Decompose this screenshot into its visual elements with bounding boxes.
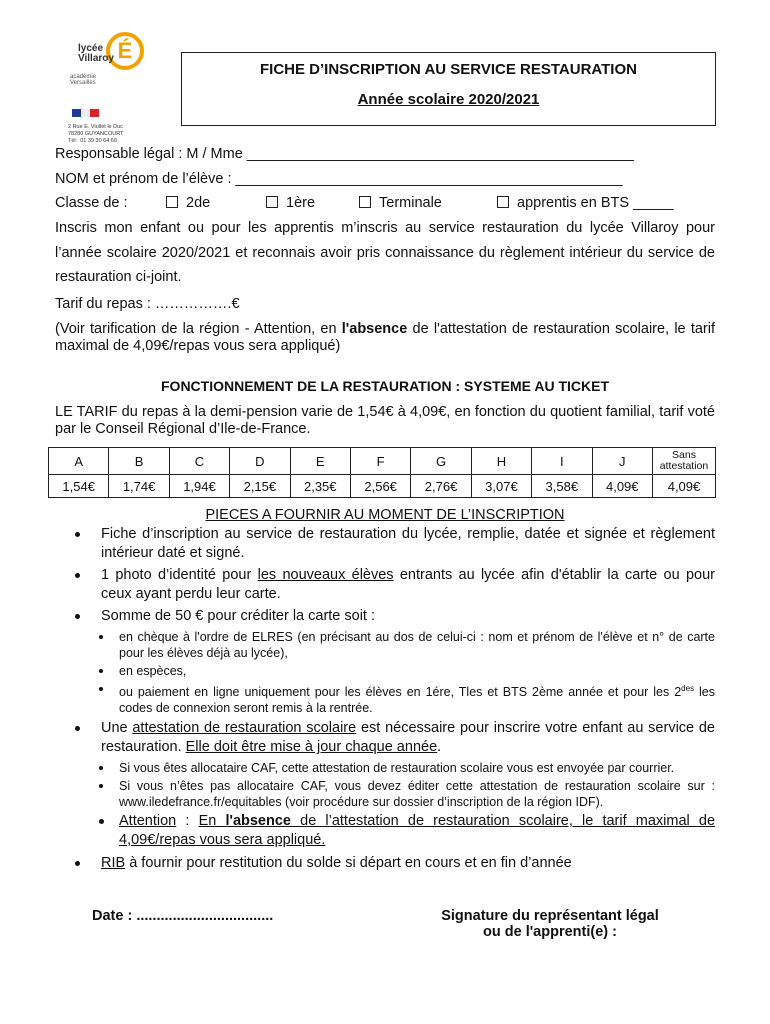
- checkbox-icon[interactable]: [166, 196, 178, 208]
- tarif-price: 1,94€: [169, 475, 229, 498]
- tarif-header: J: [592, 448, 652, 475]
- tarif-header: D: [230, 448, 290, 475]
- bullet-icon: [99, 819, 104, 824]
- bullet-icon: [99, 635, 103, 639]
- classe-label: Classe de :: [55, 195, 128, 211]
- list-item: ou paiement en ligne uniquement pour les élèves en 1ére, Tles et BTS 2ème année et pour les $2^{des}$ les codes de connexion seront remis à la rentrée.: [119, 681, 715, 716]
- bullet-icon: [75, 532, 80, 537]
- checkbox-1ere[interactable]: 1ère: [266, 195, 315, 211]
- list-item: Fiche d’inscription au service de restauration du lycée, remplie, datée et signée et règlement intérieur daté et signé.: [101, 525, 715, 563]
- pieces-list: [101, 525, 715, 873]
- bullet-icon: [75, 861, 80, 866]
- logo-academie: académie Versailles: [70, 74, 97, 86]
- school-year: Année scolaire 2020/2021: [357, 91, 540, 108]
- title-box: [181, 52, 716, 126]
- responsable-field[interactable]: Responsable légal : M / Mme ________________________________________________: [55, 146, 634, 162]
- checkbox-terminale[interactable]: Terminale: [359, 195, 442, 211]
- list-item: Une attestation de restauration scolaire est nécessaire pour inscrire votre enfant au service de restauration. Elle doit être mise à jour chaque année.: [101, 719, 715, 757]
- tarif-header: Sans attestation: [653, 448, 716, 475]
- tarif-header: A: [49, 448, 109, 475]
- checkbox-icon[interactable]: [359, 196, 371, 208]
- bullet-icon: [75, 614, 80, 619]
- logo-letter: É: [106, 32, 144, 70]
- tarif-price: 4,09€: [653, 475, 716, 498]
- list-item: Attention : En l'absence de l’attestation de restauration scolaire, le tarif maximal de 4,09€/repas vous sera appliqué.: [119, 812, 715, 850]
- tarif-price-row: [49, 475, 716, 498]
- page-title: FICHE D’INSCRIPTION AU SERVICE RESTAURATION: [260, 61, 637, 78]
- checkbox-bts[interactable]: apprentis en BTS _____: [497, 195, 673, 211]
- list-item: Si vous n’êtes pas allocataire CAF, vous devez éditer cette attestation de restauration scolaire sur : www.iledefrance.fr/equitables (voir procédure sur dossier d’inscription de la région IDF).: [119, 778, 715, 810]
- tarif-price: 4,09€: [592, 475, 652, 498]
- school-logo: [68, 24, 150, 144]
- list-item: en chèque à l'ordre de ELRES (en précisant au dos de celui-ci : nom et prénom de l'élève et n° de carte pour les élèves déjà au lycée),: [119, 629, 715, 661]
- tarif-header: B: [109, 448, 169, 475]
- bullet-icon: [99, 766, 103, 770]
- tarif-price: 2,76€: [411, 475, 471, 498]
- list-item: 1 photo d’identité pour les nouveaux élèves entrants au lycée afin d'établir la carte ou pour ceux ayant perdu leur carte.: [101, 566, 715, 604]
- tarif-header: I: [532, 448, 592, 475]
- pieces-title: PIECES A FOURNIR AU MOMENT DE L’INSCRIPTION: [205, 507, 565, 523]
- republic-flag-icon: [72, 104, 100, 112]
- tarif-header-row: [49, 448, 716, 475]
- tarif-price: 2,15€: [230, 475, 290, 498]
- fonctionnement-title: FONCTIONNEMENT DE LA RESTAURATION : SYSTEME AU TICKET: [161, 378, 609, 394]
- tarif-price: 3,07€: [471, 475, 531, 498]
- tarif-header: H: [471, 448, 531, 475]
- payment-sublist: [101, 629, 715, 716]
- date-field[interactable]: Date : ..................................: [92, 908, 274, 924]
- tarif-header: C: [169, 448, 229, 475]
- checkbox-icon[interactable]: [266, 196, 278, 208]
- tarif-field[interactable]: Tarif du repas : …………….€: [55, 296, 240, 312]
- school-address: 2 Rue E. Viollet le Duc 78280 GUYANCOURT Tél : 01 39 30 64 60: [68, 124, 124, 144]
- tarif-header: F: [350, 448, 410, 475]
- bullet-icon: [99, 687, 103, 691]
- tarif-price: 2,56€: [350, 475, 410, 498]
- fonctionnement-text: LE TARIF du repas à la demi-pension varie de 1,54€ à 4,09€, en fonction du quotient familial, tarif voté par le Conseil Régional d’Ile-de-France.: [55, 404, 715, 437]
- bullet-icon: [99, 784, 103, 788]
- bullet-icon: [99, 669, 103, 673]
- tarif-header: E: [290, 448, 350, 475]
- tarif-price: 2,35€: [290, 475, 350, 498]
- tarif-price: 1,54€: [49, 475, 109, 498]
- list-item: en espèces,: [119, 663, 715, 679]
- list-item: Si vous êtes allocataire CAF, cette attestation de restauration scolaire vous est envoyée par courrier.: [119, 760, 715, 776]
- tarif-header: G: [411, 448, 471, 475]
- checkbox-icon[interactable]: [497, 196, 509, 208]
- checkbox-2de[interactable]: 2de: [166, 195, 210, 211]
- tarif-table: [48, 447, 716, 498]
- inscription-statement: Inscris mon enfant ou pour les apprentis m’inscris au service restauration du lycée Villaroy pour l’année scolaire 2020/2021 et reconnais avoir pris connaissance du règlement intérieur du service de restauration ci-joint.: [55, 220, 715, 285]
- student-name-field[interactable]: NOM et prénom de l’élève : ________________________________________________: [55, 171, 623, 187]
- bullet-icon: [75, 726, 80, 731]
- signature-label: Signature du représentant légal ou de l'apprenti(e) :: [441, 908, 659, 940]
- attestation-sublist: [101, 760, 715, 850]
- tarif-price: 1,74€: [109, 475, 169, 498]
- bullet-icon: [75, 573, 80, 578]
- logo-wordmark: lycée Villaroy: [78, 43, 114, 64]
- list-item: Somme de 50 € pour créditer la carte soit :: [101, 607, 715, 626]
- tarif-note: (Voir tarification de la région - Attention, en l'absence de l'attestation de restauration scolaire, le tarif maximal de 4,09€/repas vous sera appliqué): [55, 321, 715, 354]
- list-item: RIB à fournir pour restitution du solde si départ en cours et en fin d’année: [101, 854, 715, 873]
- tarif-price: 3,58€: [532, 475, 592, 498]
